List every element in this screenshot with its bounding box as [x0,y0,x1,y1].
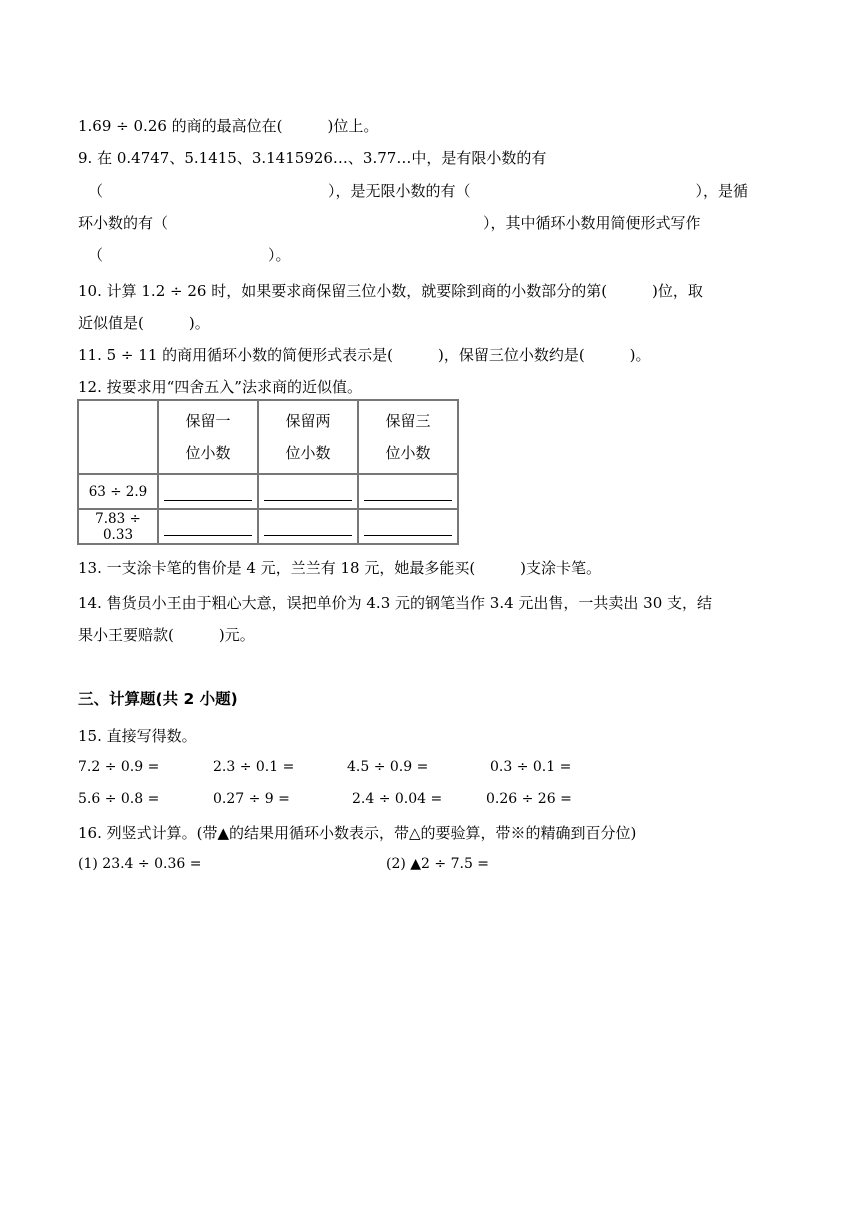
section-title: 三、计算题(共 2 小题) [78,690,238,708]
q15-item: 0.3 ÷ 0.1 = [490,759,572,775]
answer-blank[interactable] [258,474,358,509]
table-row [78,474,458,509]
q10-line-2: 近似值是( )。 [78,314,210,332]
q9-line-3: 环小数的有（ ），其中循环小数用简便形式写作 [78,214,701,232]
table-row-label: 63 ÷ 2.9 [78,474,158,509]
q13-line: 13. 一支涂卡笔的售价是 4 元，兰兰有 18 元，她最多能买( )支涂卡笔。 [78,559,602,577]
q9-line-2: （ ），是无限小数的有（ ），是循 [88,182,749,200]
q15-item: 0.27 ÷ 9 = [213,791,290,807]
table-corner-cell [78,400,158,474]
q9-line-1: 9. 在 0.4747、5.1415、3.1415926…、3.77…中，是有限小数的有 [78,149,547,167]
answer-blank[interactable] [258,509,358,544]
q15-item: 4.5 ÷ 0.9 = [347,759,429,775]
q14-line-1: 14. 售货员小王由于粗心大意，误把单价为 4.3 元的钢笔当作 3.4 元出售，一共卖出 30 支，结 [78,594,713,612]
q16-item-1: (1) 23.4 ÷ 0.36 = [78,856,202,872]
q8-tail: 1.69 ÷ 0.26 的商的最高位在( )位上。 [78,117,379,135]
q12-line: 12. 按要求用“四舍五入”法求商的近似值。 [78,378,362,396]
q15-item: 5.6 ÷ 0.8 = [78,791,160,807]
answer-blank[interactable] [158,509,258,544]
table-row [78,509,458,544]
table-header-1: 保留一 位小数 [158,400,258,474]
q15-item: 2.3 ÷ 0.1 = [213,759,295,775]
q15-line: 15. 直接写得数。 [78,727,197,745]
q14-line-2: 果小王要赔款( )元。 [78,626,255,644]
q11-line: 11. 5 ÷ 11 的商用循环小数的简便形式表示是( )，保留三位小数约是( )。 [78,346,651,364]
q9-line-4: （ ）。 [88,246,291,264]
q15-item: 2.4 ÷ 0.04 = [352,791,443,807]
q16-line: 16. 列竖式计算。(带▲的结果用循环小数表示，带△的要验算，带※的精确到百分位) [78,824,637,842]
q15-item: 7.2 ÷ 0.9 = [78,759,160,775]
q16-item-2: (2) ▲2 ÷ 7.5 = [386,856,490,872]
q15-item: 0.26 ÷ 26 = [486,791,572,807]
table-row-label: 7.83 ÷ 0.33 [78,509,158,544]
answer-blank[interactable] [158,474,258,509]
table-header-3: 保留三 位小数 [358,400,458,474]
answer-blank[interactable] [358,509,458,544]
rounding-table [77,399,459,545]
q10-line-1: 10. 计算 1.2 ÷ 26 时，如果要求商保留三位小数，就要除到商的小数部分的第( )位，取 [78,282,703,300]
table-header-2: 保留两 位小数 [258,400,358,474]
answer-blank[interactable] [358,474,458,509]
